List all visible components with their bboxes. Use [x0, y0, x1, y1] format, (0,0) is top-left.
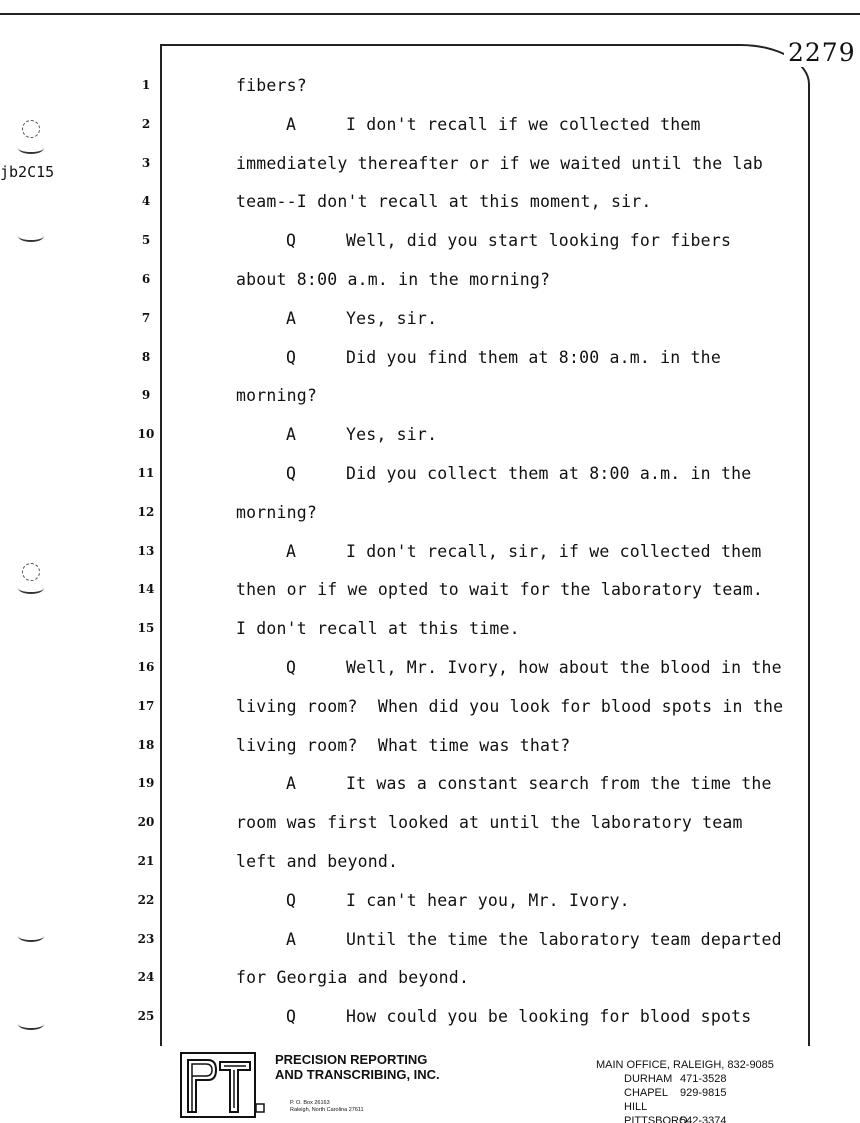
- transcript-line: [286, 348, 721, 367]
- line-text: It was a constant search from the time the: [346, 774, 772, 794]
- transcript-line: [286, 1007, 751, 1026]
- line-number: 18: [137, 737, 155, 752]
- page-number: 2279: [784, 38, 860, 67]
- line-text: I can't hear you, Mr. Ivory.: [346, 890, 630, 910]
- transcript-line: [236, 76, 307, 95]
- transcript-line: [286, 774, 772, 793]
- speaker-label: Q: [286, 1007, 297, 1027]
- office-phone: 832-9085: [727, 1059, 774, 1071]
- line-text: living room? What time was that?: [236, 735, 571, 755]
- line-text: left and beyond.: [236, 852, 399, 871]
- line-text: immediately thereafter or if we waited until the lab: [236, 153, 763, 173]
- transcript-line: [236, 697, 783, 716]
- transcript-line: [286, 464, 751, 483]
- margin-arc-mark: [18, 230, 44, 242]
- company-name: [275, 1052, 440, 1082]
- line-number: 16: [137, 660, 155, 674]
- top-rule: [0, 13, 860, 15]
- line-text: Well, Mr. Ivory, how about the blood in the: [346, 658, 782, 677]
- line-text: morning?: [236, 502, 318, 522]
- line-number: 2: [141, 116, 151, 131]
- company-name-line2: AND TRANSCRIBING, INC.: [275, 1067, 440, 1082]
- line-number: 10: [137, 427, 155, 442]
- line-number: 1: [141, 78, 151, 92]
- line-number: 23: [137, 931, 155, 946]
- speaker-label: Q: [286, 347, 297, 367]
- line-text: Yes, sir.: [346, 308, 438, 328]
- binder-hole-mark: [22, 120, 40, 138]
- address-line1: P. O. Box 26163: [290, 1100, 330, 1106]
- office-directory: [596, 1058, 774, 1123]
- margin-arc-mark: [18, 1018, 44, 1030]
- line-number: 19: [137, 776, 155, 791]
- line-number: 20: [137, 815, 155, 830]
- line-text: I don't recall if we collected them: [346, 114, 701, 134]
- transcript-line: [236, 580, 763, 599]
- company-name-line1: PRECISION REPORTING: [275, 1052, 428, 1067]
- address-line2: Raleigh, North Carolina 27611: [290, 1107, 364, 1113]
- line-number: 12: [137, 504, 155, 519]
- line-text: Until the time the laboratory team departed: [346, 929, 782, 949]
- speaker-label: Q: [286, 658, 297, 677]
- office-row: MAIN OFFICE, RALEIGH , 832-9085: [596, 1059, 774, 1071]
- line-text: then or if we opted to wait for the laboratory team.: [236, 580, 763, 600]
- transcript-line: [286, 658, 782, 677]
- transcript-line: [236, 270, 550, 289]
- line-text: team--I don't recall at this moment, sir.: [236, 192, 652, 212]
- line-text: about 8:00 a.m. in the morning?: [236, 270, 551, 289]
- margin-arc-mark: [18, 142, 44, 154]
- company-logo: [180, 1052, 266, 1118]
- line-number: 8: [141, 349, 151, 364]
- office-city: CHAPEL HILL: [624, 1087, 668, 1113]
- line-number: 15: [137, 621, 155, 636]
- line-number: 5: [141, 233, 151, 248]
- office-row: [596, 1114, 774, 1123]
- line-text: living room? When did you look for blood spots in the: [236, 696, 784, 716]
- transcript-line: [286, 115, 701, 134]
- line-number: 11: [137, 466, 155, 480]
- transcript-line: [236, 968, 469, 987]
- line-number: 22: [137, 892, 155, 907]
- transcript-line: [236, 813, 743, 832]
- transcript-line: [236, 619, 520, 638]
- office-phone: 542-3374: [680, 1115, 727, 1123]
- speaker-label: A: [286, 541, 297, 561]
- side-code: jb2C15: [0, 163, 55, 181]
- line-number: 3: [141, 155, 151, 170]
- speaker-label: Q: [286, 890, 297, 910]
- line-text: morning?: [236, 386, 318, 406]
- line-text: for Georgia and beyond.: [236, 968, 470, 988]
- transcript-line: [286, 891, 630, 910]
- transcript-line: [286, 930, 782, 949]
- line-number: 17: [137, 698, 155, 713]
- office-city: MAIN OFFICE, RALEIGH: [596, 1059, 722, 1071]
- line-number: 4: [141, 194, 151, 209]
- line-number: 7: [141, 310, 151, 325]
- transcript-line: [236, 386, 317, 405]
- line-text: room was first looked at until the laboratory team: [236, 813, 743, 833]
- transcript-line: [236, 852, 398, 871]
- line-text: I don't recall, sir, if we collected them: [346, 541, 762, 561]
- office-city: PITTSBORO: [624, 1115, 688, 1123]
- speaker-label: Q: [286, 464, 297, 483]
- transcript-line: [286, 542, 762, 561]
- line-text: fibers?: [236, 76, 307, 95]
- line-text: Well, did you start looking for fibers: [346, 231, 732, 251]
- speaker-label: A: [286, 114, 297, 134]
- transcript-line: [286, 425, 437, 444]
- speaker-label: A: [286, 425, 297, 445]
- margin-arc-mark: [18, 930, 44, 942]
- line-number: 9: [141, 388, 151, 403]
- speaker-label: A: [286, 308, 297, 328]
- binder-hole-mark: [22, 563, 40, 581]
- office-phone: 471-3528: [680, 1073, 727, 1085]
- line-text: Yes, sir.: [346, 425, 438, 445]
- line-text: How could you be looking for blood spots: [346, 1007, 752, 1027]
- transcript-line: [236, 503, 317, 522]
- line-number: 21: [137, 854, 155, 868]
- transcript-line: [236, 154, 763, 173]
- margin-arc-mark: [18, 582, 44, 594]
- office-row: [596, 1086, 774, 1114]
- line-number: 13: [137, 543, 155, 558]
- company-address: [290, 1100, 364, 1114]
- line-number: 24: [137, 970, 155, 985]
- transcript-line: [236, 736, 570, 755]
- office-phone: 929-9815: [680, 1087, 727, 1099]
- speaker-label: A: [286, 774, 297, 794]
- transcript-line: [286, 309, 437, 328]
- line-number: 6: [141, 272, 151, 286]
- line-text: I don't recall at this time.: [236, 619, 520, 639]
- line-text: Did you find them at 8:00 a.m. in the: [346, 347, 721, 367]
- office-city: DURHAM: [624, 1073, 673, 1085]
- speaker-label: A: [286, 929, 297, 949]
- transcript-line: [236, 192, 652, 211]
- transcript-line: [286, 231, 731, 250]
- speaker-label: Q: [286, 231, 297, 251]
- line-text: Did you collect them at 8:00 a.m. in the: [346, 464, 752, 483]
- line-number: 14: [137, 582, 155, 597]
- office-row: [596, 1072, 774, 1086]
- line-number: 25: [137, 1009, 155, 1024]
